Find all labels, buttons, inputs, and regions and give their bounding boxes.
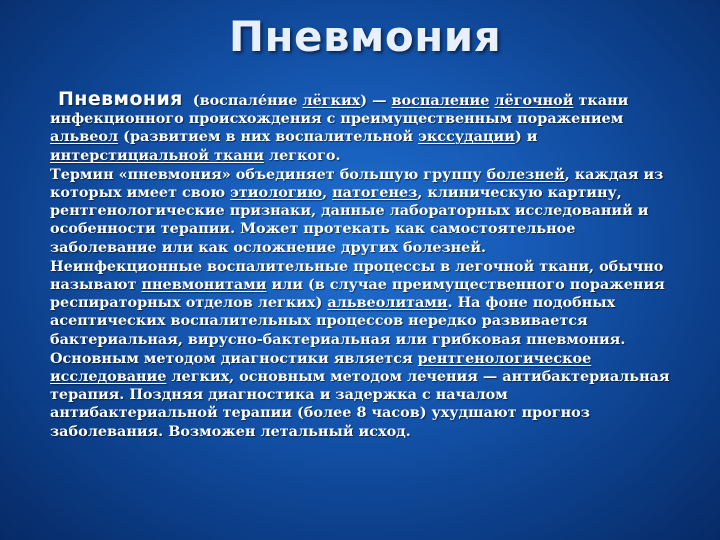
paragraph-term [50,166,678,257]
slide-title [0,12,720,61]
link-alveoli[interactable]: альвеол [50,128,119,146]
text-segment: (воспале́ние [192,92,303,109]
text-segment: ) и [514,128,538,146]
link-exudation[interactable]: экссудации [418,128,515,146]
text-segment: ) — [360,92,392,109]
link-alveolitis[interactable]: альвеолитами [327,294,448,312]
text-segment: легких, основным методом лечения — антибактериальная терапия. Поздняя диагностика и задержка с началом антибактериальной терапии (более 8 часов) ухудшают прогноз заболевания. Возможен летальный исход. [50,368,670,440]
text-segment: или (в случае преимущественного поражения респираторных отделов легких) [50,276,665,312]
slide-title-text: Пневмония [228,12,502,61]
lead-term: Пневмония [58,88,183,110]
text-segment: легкого. [263,146,341,164]
paragraph-noninfectious [50,258,678,349]
text-segment: Основным методом диагностики является [50,349,418,367]
text-segment: Неинфекционные воспалительные процессы в легочной ткани, обычно называют [50,257,664,294]
paragraph-diagnostics [50,350,678,441]
text-segment: , каждая из которых имеет свою [50,165,664,202]
text-segment: (развитием в них воспалительной [118,128,419,146]
text-segment: Термин «пневмония» объединяет большую группу [50,165,487,183]
link-interstitial-tissue[interactable]: интерстициальной ткани [50,146,264,164]
text-segment: ткани инфекционного происхождения с преимущественным поражением [50,92,629,128]
text-segment: , клиническую картину, рентгенологические признаки, данные лабораторных исследований и особенности терапии. Может протекать как самостоятельное заболевание или как осложнение других болезней. [50,184,649,256]
slide-body [50,90,678,442]
link-etiology[interactable]: этиологию [230,184,323,202]
link-pneumonitis[interactable]: пневмонитами [141,276,267,294]
text-segment: . На фоне подобных асептических воспалительных процессов нередко развивается бактериальная, вирусно-бактериальная или грибковая пневмония. [50,294,626,348]
link-lungs[interactable]: лёгких [302,92,361,109]
link-pathogenesis[interactable]: патогенез [332,184,418,202]
text-segment: , [322,184,333,202]
link-xray-examination[interactable]: рентгенологическое исследование [50,349,592,386]
link-diseases[interactable]: болезней [486,165,565,183]
link-inflammation[interactable]: воспаление [391,92,490,109]
link-pulmonary[interactable]: лёгочной [494,92,574,109]
paragraph-definition [50,90,678,165]
